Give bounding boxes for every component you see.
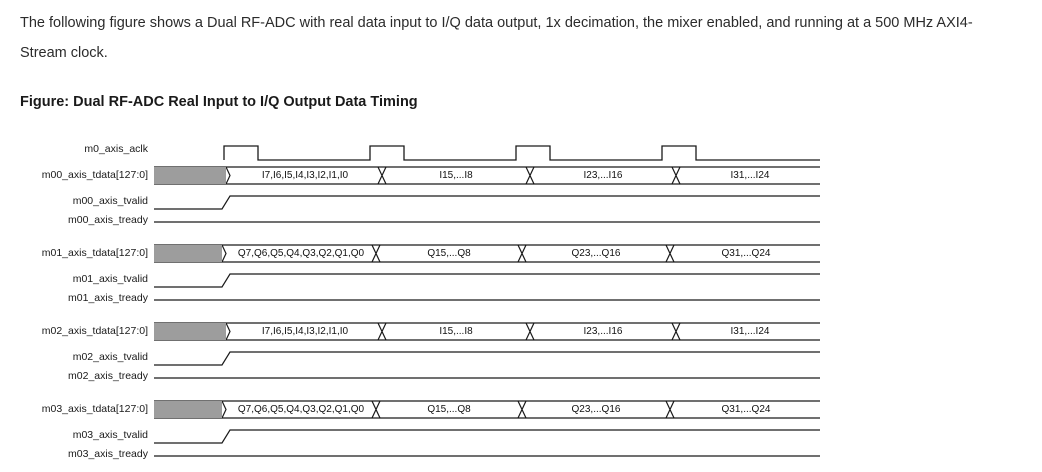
signal-label-m01-tready: m01_axis_tready xyxy=(68,292,148,304)
signal-label-m01-tvalid: m01_axis_tvalid xyxy=(72,273,148,285)
m03-tdata-wave xyxy=(154,400,820,419)
timing-row-clock xyxy=(20,140,1020,159)
m02-tready-wave xyxy=(154,367,820,386)
intro-paragraph: The following figure shows a Dual RF-ADC with real data input to I/Q data output, 1x decimation, the mixer enabled, and running at a 500 MHz AXI4-Stream clock. xyxy=(20,15,973,61)
tvalid-step-svg xyxy=(154,426,820,445)
timing-row-m00-tvalid xyxy=(20,192,1020,211)
bus-cell: Q31,...Q24 xyxy=(721,248,771,259)
timing-row-m03-tvalid xyxy=(20,426,1020,445)
tready-flat-svg xyxy=(154,445,820,464)
tready-flat-svg xyxy=(154,289,820,308)
signal-label-clock: m0_axis_aclk xyxy=(84,143,148,155)
m02-tvalid-wave xyxy=(154,348,820,367)
bus-cell: I23,...I16 xyxy=(583,326,623,337)
timing-row-m00-tdata xyxy=(20,166,1020,185)
signal-label-m03-tready: m03_axis_tready xyxy=(68,448,148,460)
m00-tdata-wave xyxy=(154,166,820,185)
signal-label-m02-tready: m02_axis_tready xyxy=(68,370,148,382)
bus-cell: Q7,Q6,Q5,Q4,Q3,Q2,Q1,Q0 xyxy=(237,248,365,259)
bus-cell: Q7,Q6,Q5,Q4,Q3,Q2,Q1,Q0 xyxy=(237,404,365,415)
signal-label-m00-tready: m00_axis_tready xyxy=(68,214,148,226)
timing-row-m02-tdata xyxy=(20,322,1020,341)
timing-row-m03-tdata xyxy=(20,400,1020,419)
m03-tready-wave xyxy=(154,445,820,464)
m02-tdata-wave xyxy=(154,322,820,341)
timing-diagram xyxy=(20,140,1020,460)
signal-label-m03-tdata: m03_axis_tdata[127:0] xyxy=(41,403,148,415)
signal-label-m02-tvalid: m02_axis_tvalid xyxy=(72,351,148,363)
bus-cell: Q15,...Q8 xyxy=(427,404,471,415)
tvalid-step-svg xyxy=(154,270,820,289)
tready-flat-svg xyxy=(154,211,820,230)
bus-cell: I31,...I24 xyxy=(730,326,770,337)
bus-cell: I31,...I24 xyxy=(730,170,770,181)
m03-tvalid-wave xyxy=(154,426,820,445)
bus-unknown-block xyxy=(154,323,226,340)
bus-cell: I7,I6,I5,I4,I3,I2,I1,I0 xyxy=(261,170,349,181)
m00-tready-wave xyxy=(154,211,820,230)
bus-unknown-block xyxy=(154,401,222,418)
bus-cell: Q15,...Q8 xyxy=(427,248,471,259)
bus-cell: Q31,...Q24 xyxy=(721,404,771,415)
timing-row-m01-tready xyxy=(20,289,1020,308)
tready-flat-svg xyxy=(154,367,820,386)
clock-waveform xyxy=(154,140,820,162)
clock-waveform-svg xyxy=(154,140,820,162)
bus-cell: Q23,...Q16 xyxy=(571,404,621,415)
signal-label-m00-tvalid: m00_axis_tvalid xyxy=(72,195,148,207)
tvalid-step-svg xyxy=(154,348,820,367)
timing-row-m00-tready xyxy=(20,211,1020,230)
bus-cell: I15,...I8 xyxy=(439,170,473,181)
signal-label-m00-tdata: m00_axis_tdata[127:0] xyxy=(41,169,148,181)
timing-row-m02-tvalid xyxy=(20,348,1020,367)
m01-tdata-wave xyxy=(154,244,820,263)
m01-tready-wave xyxy=(154,289,820,308)
bus-cell: Q23,...Q16 xyxy=(571,248,621,259)
timing-row-m01-tdata xyxy=(20,244,1020,263)
timing-row-m03-tready xyxy=(20,445,1020,464)
m01-tvalid-wave xyxy=(154,270,820,289)
bus-unknown-block xyxy=(154,245,222,262)
bus-cell: I15,...I8 xyxy=(439,326,473,337)
signal-label-m02-tdata: m02_axis_tdata[127:0] xyxy=(41,325,148,337)
timing-row-m02-tready xyxy=(20,367,1020,386)
bus-cell: I23,...I16 xyxy=(583,170,623,181)
m00-tvalid-wave xyxy=(154,192,820,211)
tvalid-step-svg xyxy=(154,192,820,211)
signal-label-m01-tdata: m01_axis_tdata[127:0] xyxy=(41,247,148,259)
bus-cell: I7,I6,I5,I4,I3,I2,I1,I0 xyxy=(261,326,349,337)
timing-row-m01-tvalid xyxy=(20,270,1020,289)
bus-unknown-block xyxy=(154,167,226,184)
signal-label-m03-tvalid: m03_axis_tvalid xyxy=(72,429,148,441)
figure-title: Figure: Dual RF-ADC Real Input to I/Q Output Data Timing xyxy=(20,94,418,110)
